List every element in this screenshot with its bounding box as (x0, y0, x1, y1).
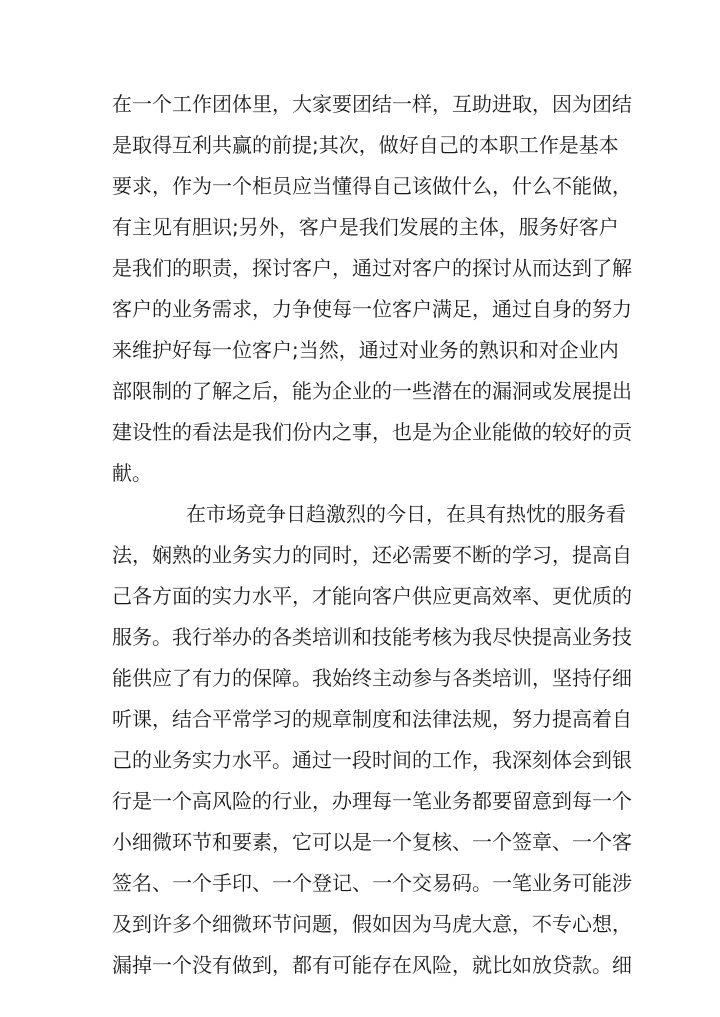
text-line: 是取得互利共赢的前提;其次，做好自己的本职工作是基本 (112, 133, 619, 157)
text-line: 服务。我行举办的各类培训和技能考核为我尽快提高业务技 (112, 625, 632, 649)
text-line: 建设性的看法是我们份内之事，也是为企业能做的较好的贡 (112, 420, 632, 444)
text-line: 小细微环节和要素，它可以是一个复核、一个签章、一个客 (112, 830, 632, 854)
text-line: 在市场竞争日趋激烈的今日，在具有热忱的服务看 (186, 502, 626, 526)
text-line: 签名、一个手印、一个登记、一个交易码。一笔业务可能涉 (112, 871, 632, 895)
paragraph-2 (112, 494, 632, 986)
text-line: 己各方面的实力水平，才能向客户供应更高效率、更优质的 (112, 584, 632, 608)
text-line: 能供应了有力的保障。我始终主动参与各类培训，坚持仔细 (112, 666, 632, 690)
text-line: 听课，结合平常学习的规章制度和法律法规，努力提高着自 (112, 707, 632, 731)
document-body (112, 84, 632, 986)
text-line: 来维护好每一位客户;当然，通过对业务的熟识和对企业内 (112, 338, 619, 362)
text-line: 献。 (112, 461, 152, 485)
text-line: 是我们的职责，探讨客户，通过对客户的探讨从而达到了解 (112, 256, 632, 280)
text-line: 行是一个高风险的行业，办理每一笔业务都要留意到每一个 (112, 789, 632, 813)
text-line: 部限制的了解之后，能为企业的一些潜在的漏洞或发展提出 (112, 379, 632, 403)
text-line: 己的业务实力水平。通过一段时间的工作，我深刻体会到银 (112, 748, 632, 772)
text-line: 法，娴熟的业务实力的同时，还必需要不断的学习，提高自 (112, 543, 632, 567)
text-line: 及到许多个细微环节问题，假如因为马虎大意，不专心想， (112, 912, 632, 936)
text-line: 在一个工作团体里，大家要团结一样，互助进取，因为团结 (112, 92, 632, 116)
text-line: 有主见有胆识;另外，客户是我们发展的主体，服务好客户 (112, 215, 619, 239)
paragraph-1 (112, 84, 632, 494)
text-line: 要求，作为一个柜员应当懂得自己该做什么，什么不能做， (112, 174, 632, 198)
text-line: 客户的业务需求，力争使每一位客户满足，通过自身的努力 (112, 297, 632, 321)
text-line: 漏掉一个没有做到，都有可能存在风险，就比如放贷款。细 (112, 953, 632, 977)
